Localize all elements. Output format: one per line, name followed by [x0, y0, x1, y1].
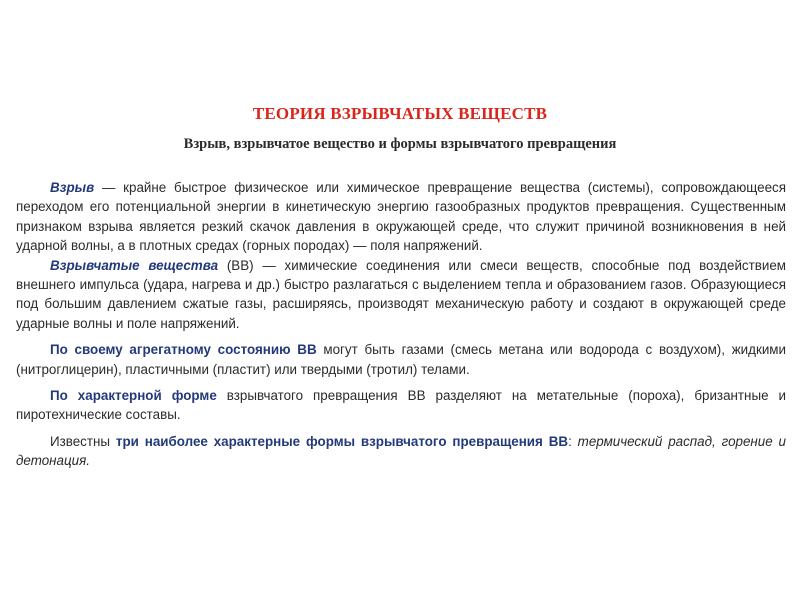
paragraph-explosion	[16, 178, 786, 256]
list-three-forms: термический распад, горение и детонация.	[16, 433, 786, 469]
paragraph-aggregate-state	[16, 340, 786, 379]
paragraph-three-forms	[16, 432, 786, 471]
lead-aggregate-state: По своему агрегатному состоянию ВВ	[50, 342, 317, 358]
term-explosives: Взрывчатые вещества	[50, 257, 219, 273]
term-explosion: Взрыв	[50, 180, 95, 195]
lead-three-forms: Известны	[50, 433, 116, 449]
lead-transformation-form: По характерной форме	[50, 388, 217, 404]
paragraph-transformation-form	[16, 386, 786, 425]
paragraph-explosives	[16, 256, 786, 334]
text-transformation-form: взрывчатого превращения ВВ разделяют на метательные (пороха), бризантные и пиротехнические составы.	[16, 388, 786, 423]
highlight-three-forms: три наиболее характерные формы взрывчатого превращения ВВ	[115, 433, 569, 449]
separator-three-forms: :	[568, 433, 578, 449]
definition-explosives: (ВВ) — химические соединения или смеси веществ, способные под воздействием внешнего импульса (удара, нагрева и др.) быстро разлагаться с выделением тепла и образованием газов. Образующиеся под большим давлением сжатые газы, расширяясь, производят механическую работу и создают в окружающей среде ударные волны и поле напряжений.	[16, 257, 786, 331]
slide-subtitle: Взрыв, взрывчатое вещество и формы взрывчатого превращения	[183, 136, 617, 152]
text-aggregate-state: могут быть газами (смесь метана или водорода с воздухом), жидкими (нитроглицерин), пластичными (пластит) или твердыми (тротил) телами.	[16, 342, 786, 377]
slide-body	[16, 178, 786, 471]
definition-explosion: — крайне быстрое физическое или химическое превращение вещества (системы), сопровождающееся переходом его потенциальной энергии в кинетическую энергию газообразных продуктов превращения. Существенным признаком взрыва является резкий скачок давления в окружающей среде, что служит причиной возникновения в ней ударной волны, а в плотных средах (горных породах) — поля напряжений.	[16, 180, 786, 254]
slide-title: ТЕОРИЯ ВЗРЫВЧАТЫХ ВЕЩЕСТВ	[252, 104, 548, 123]
